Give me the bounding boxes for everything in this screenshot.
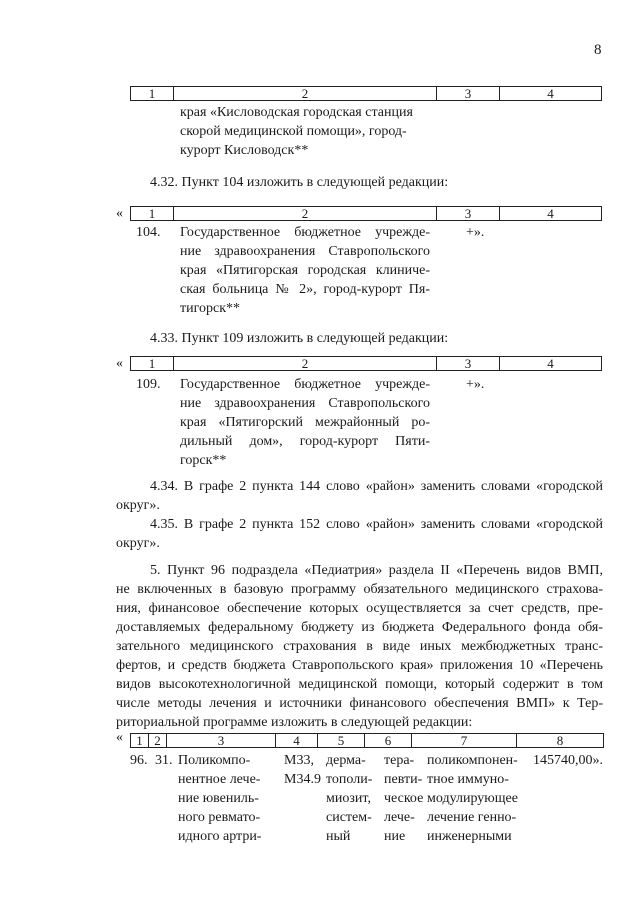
- table-cell-text: края «Пятигорская городская клиниче-: [180, 263, 430, 278]
- table-header: [130, 206, 602, 221]
- row-number: 104.: [136, 225, 161, 240]
- paragraph: числе методы лечения и источники финансового обеспечения ВМП» к Тер-: [116, 696, 603, 711]
- table-cell-text: тера-: [384, 753, 415, 768]
- table-cell-text: края «Пятигорский межрайонный ро-: [180, 415, 430, 430]
- row-subnumber: 31.: [155, 753, 173, 768]
- header-cell: 1: [131, 207, 174, 220]
- header-cell: 1: [131, 357, 174, 370]
- paragraph: 5. Пункт 96 подраздела «Педиатрия» раздела II «Перечень видов ВМП,: [150, 563, 603, 578]
- table-cell-text: ние: [384, 829, 406, 844]
- table-cell-text: 145740,00».: [533, 753, 603, 768]
- table-cell-text: идного артри-: [178, 829, 262, 844]
- paragraph: округ».: [116, 536, 160, 551]
- table-cell-text: Государственное бюджетное учрежде-: [180, 377, 430, 392]
- paragraph: видов высокотехнологичной медицинской помощи, который содержит в том: [116, 677, 603, 692]
- table-cell-text: ного ревмато-: [178, 810, 261, 825]
- header-cell: 3: [437, 87, 500, 100]
- page-number: 8: [594, 42, 602, 58]
- table-cell-text: курорт Кисловодск**: [180, 143, 309, 158]
- table-header: [130, 86, 602, 101]
- header-cell: 4: [547, 86, 554, 101]
- table-header: [130, 733, 604, 748]
- table-cell-text: миозит,: [326, 791, 371, 806]
- table-cell-text: дильный дом», город-курорт Пяти-: [180, 434, 430, 449]
- table-cell-text: горск**: [180, 453, 227, 468]
- header-cell: 4: [547, 356, 554, 371]
- table-cell-text: ние здравоохранения Ставропольского: [180, 244, 430, 259]
- table-cell-text: М33,: [284, 753, 314, 768]
- table-cell-text: лече-: [384, 810, 415, 825]
- table-cell-text: тополи-: [326, 772, 373, 787]
- header-cell: 2: [174, 207, 437, 220]
- paragraph: риториальной программе изложить в следующей редакции:: [116, 715, 473, 730]
- paragraph: доставляемых федеральному бюджету из бюджета Федерального фонда обя-: [116, 620, 603, 635]
- table-cell-text: +».: [466, 225, 485, 240]
- table-cell-text: дерма-: [326, 753, 366, 768]
- paragraph: ния, финансовое обеспечение которых осуществляется за счет средств, пре-: [116, 601, 603, 616]
- header-cell: 7: [412, 734, 517, 747]
- row-number: 109.: [136, 377, 161, 392]
- table-cell-text: +».: [466, 377, 485, 392]
- paragraph: не включенных в базовую программу обязательного медицинского страхова-: [116, 582, 603, 597]
- quote-mark: «: [116, 730, 123, 745]
- header-cell: 8: [556, 733, 564, 748]
- header-cell: 4: [547, 206, 554, 221]
- table-cell-text: певти-: [384, 772, 423, 787]
- header-cell: 2: [174, 87, 437, 100]
- paragraph: зательного медицинского страхования в виде иных межбюджетных транс-: [116, 639, 603, 654]
- paragraph: фертов, и средств бюджета Ставропольского края» приложения 10 «Перечень: [116, 658, 603, 673]
- table-cell-text: тное иммуно-: [427, 772, 509, 787]
- header-cell: 3: [437, 357, 500, 370]
- header-cell: 3: [437, 207, 500, 220]
- header-cell: 2: [174, 357, 437, 370]
- table-cell-text: края «Кисловодская городская станция: [180, 105, 413, 120]
- quote-mark: «: [116, 206, 123, 221]
- row-number: 96.: [130, 753, 148, 768]
- header-cell: 4: [276, 734, 318, 747]
- table-cell-text: лечение генно-: [427, 810, 517, 825]
- header-cell: 5: [318, 734, 365, 747]
- table-cell-text: систем-: [326, 810, 372, 825]
- header-cell: 2: [149, 734, 167, 747]
- header-cell: 3: [167, 734, 276, 747]
- table-cell-text: нентное лече-: [178, 772, 261, 787]
- table-header: [130, 356, 602, 371]
- table-cell-text: ный: [326, 829, 351, 844]
- table-cell-text: модулирующее: [427, 791, 518, 806]
- table-cell-text: М34.9: [284, 772, 321, 787]
- paragraph: 4.33. Пункт 109 изложить в следующей редакции:: [150, 331, 449, 346]
- table-cell-text: инженерными: [427, 829, 512, 844]
- header-cell: 6: [365, 734, 412, 747]
- table-cell-text: тигорск**: [180, 301, 241, 316]
- header-cell: 1: [131, 87, 174, 100]
- paragraph: 4.34. В графе 2 пункта 144 слово «район» заменить словами «городской: [150, 479, 603, 494]
- paragraph: 4.32. Пункт 104 изложить в следующей редакции:: [150, 175, 449, 190]
- table-cell-text: ская больница № 2», город-курорт Пя-: [180, 282, 430, 297]
- table-cell-text: ние здравоохранения Ставропольского: [180, 396, 430, 411]
- table-cell-text: ние ювениль-: [178, 791, 259, 806]
- table-cell-text: скорой медицинской помощи», город-: [180, 124, 407, 139]
- paragraph: округ».: [116, 498, 160, 513]
- table-cell-text: поликомпонен-: [427, 753, 518, 768]
- table-cell-text: Государственное бюджетное учрежде-: [180, 225, 430, 240]
- quote-mark: «: [116, 356, 123, 371]
- header-cell: 1: [131, 734, 149, 747]
- paragraph: 4.35. В графе 2 пункта 152 слово «район» заменить словами «городской: [150, 517, 603, 532]
- table-cell-text: ческое: [384, 791, 424, 806]
- table-cell-text: Поликомпо-: [178, 753, 251, 768]
